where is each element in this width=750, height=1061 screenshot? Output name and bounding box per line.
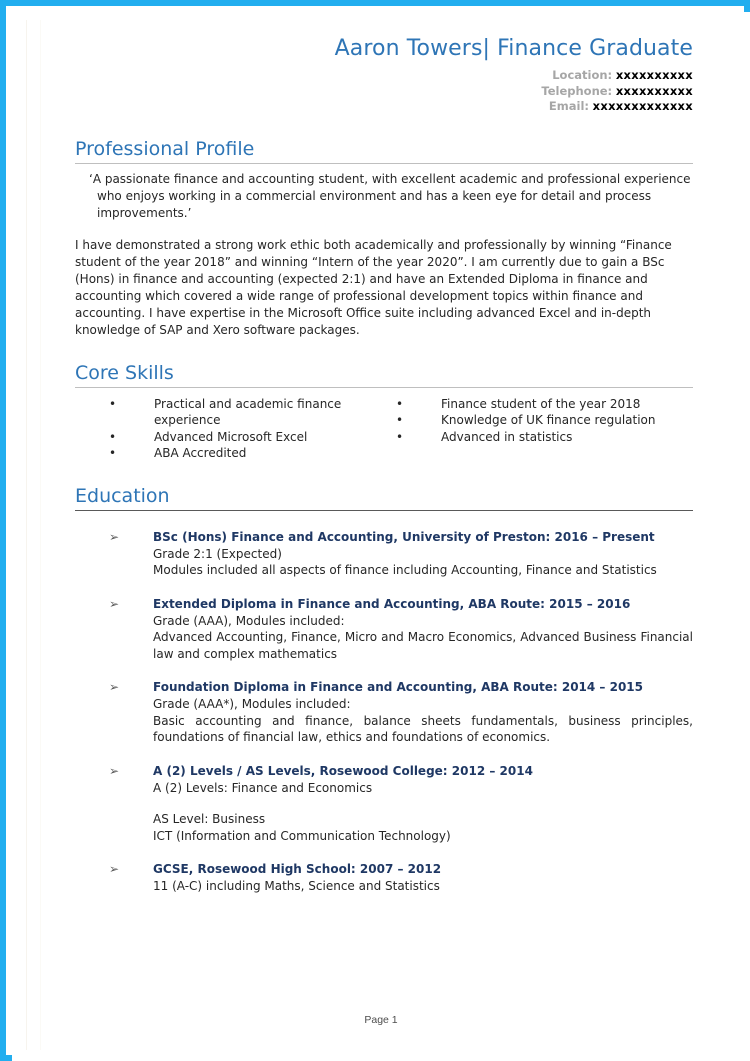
education-entry-detail: Grade (AAA), Modules included: xyxy=(153,613,345,628)
contact-value-email: xxxxxxxxxxxxx xyxy=(592,99,693,113)
section-heading-core-skills: Core Skills xyxy=(75,361,693,388)
list-item xyxy=(109,445,384,462)
contact-row-location xyxy=(75,68,693,84)
candidate-name-title: Aaron Towers| Finance Graduate xyxy=(334,36,693,61)
list-item xyxy=(109,429,384,446)
education-entry-detail: Basic accounting and finance, balance sheets fundamentals, business principles, foundations of financial law, ethics and foundations of economics. xyxy=(153,713,693,744)
core-skills-column-right xyxy=(384,396,693,462)
education-entry-detail: A (2) Levels: Finance and Economics xyxy=(153,780,373,795)
section-heading-education: Education xyxy=(75,484,693,511)
bullet-icon: • xyxy=(396,413,404,427)
education-entry-title: Extended Diploma in Finance and Accounting, ABA Route: 2015 – 2016 xyxy=(153,596,631,611)
list-item xyxy=(109,396,384,429)
education-entry-detail: Modules included all aspects of finance including Accounting, Finance and Statistics xyxy=(153,563,657,577)
education-entry-detail: Grade (AAA*), Modules included: xyxy=(153,697,351,711)
section-core-skills xyxy=(75,361,693,462)
education-entry xyxy=(75,679,693,746)
education-entry-detail: 11 (A-C) including Maths, Science and Statistics xyxy=(153,879,440,893)
section-professional-profile xyxy=(75,137,693,339)
contact-value-location: xxxxxxxxxx xyxy=(615,68,693,82)
cv-page xyxy=(12,12,750,1061)
bullet-icon: • xyxy=(396,396,404,411)
bullet-icon: • xyxy=(109,429,117,444)
section-education xyxy=(75,484,693,895)
contact-value-telephone: xxxxxxxxxx xyxy=(615,83,693,98)
education-entry-list xyxy=(75,529,693,895)
list-item xyxy=(396,412,693,429)
education-entry xyxy=(75,763,693,845)
margin-guide-line xyxy=(26,20,27,1050)
education-entry-title: Foundation Diploma in Finance and Accounting, ABA Route: 2014 – 2015 xyxy=(153,680,644,694)
arrow-bullet-icon: ➢ xyxy=(109,680,120,694)
skill-label: ABA Accredited xyxy=(154,446,247,460)
contact-row-email xyxy=(75,99,693,115)
skill-label: Knowledge of UK finance regulation xyxy=(441,413,656,427)
education-entry-title: GCSE, Rosewood High School: 2007 – 2012 xyxy=(153,862,442,876)
arrow-bullet-icon: ➢ xyxy=(109,862,120,876)
arrow-bullet-icon: ➢ xyxy=(109,529,120,544)
cv-content-column xyxy=(75,26,693,912)
education-entry-detail: ICT (Information and Communication Technology) xyxy=(153,828,451,843)
bullet-icon: • xyxy=(396,429,404,444)
skill-label: Advanced in statistics xyxy=(441,429,573,444)
education-entry xyxy=(75,596,693,663)
arrow-bullet-icon: ➢ xyxy=(109,763,120,778)
education-entry xyxy=(75,529,693,579)
contact-label-telephone: Telephone: xyxy=(541,83,613,98)
education-entry-detail: AS Level: Business xyxy=(153,812,266,826)
list-item xyxy=(396,396,693,413)
contact-details-block xyxy=(75,68,693,115)
bullet-icon: • xyxy=(109,446,117,460)
bullet-icon: • xyxy=(109,396,117,411)
list-item xyxy=(396,429,693,446)
education-entry-detail: Grade 2:1 (Expected) xyxy=(153,546,282,561)
education-entry-title: A (2) Levels / AS Levels, Rosewood College: 2012 – 2014 xyxy=(153,763,533,778)
arrow-bullet-icon: ➢ xyxy=(109,596,120,611)
contact-row-telephone xyxy=(75,84,693,100)
skill-label: Advanced Microsoft Excel xyxy=(154,429,308,444)
education-entry-title: BSc (Hons) Finance and Accounting, University of Preston: 2016 – Present xyxy=(153,529,655,544)
profile-body-text: I have demonstrated a strong work ethic both academically and professionally by winning “Finance student of the year 2018” and winning “Intern of the year 2020”. I am currently due to gain a BSc (Hons) in finance and accounting (expected 2:1) and have an Extended Diploma in finance and accounting which covered a wide range of professional development topics within finance and accounting. I have expertise in the Microsoft Office suite including advanced Excel and in-depth knowledge of SAP and Xero software packages. xyxy=(75,237,672,337)
education-entry xyxy=(75,861,693,895)
profile-quote-text: ‘A passionate finance and accounting student, with excellent academic and professional experience who enjoys working in a commercial environment and has a keen eye for detail and process improvements.’ xyxy=(89,171,691,220)
section-heading-professional-profile: Professional Profile xyxy=(75,137,693,164)
skill-label: Practical and academic finance experience xyxy=(154,396,342,427)
page-number-footer: Page 1 xyxy=(364,1014,398,1026)
core-skills-column-left xyxy=(75,396,384,462)
education-entry-detail: Advanced Accounting, Finance, Micro and Macro Economics, Advanced Business Financial law and complex mathematics xyxy=(153,630,693,661)
contact-label-location: Location: xyxy=(552,68,613,82)
margin-guide-line-secondary xyxy=(40,20,41,1050)
core-skills-columns xyxy=(75,396,693,462)
contact-label-email: Email: xyxy=(548,99,589,113)
skill-label: Finance student of the year 2018 xyxy=(441,396,641,411)
